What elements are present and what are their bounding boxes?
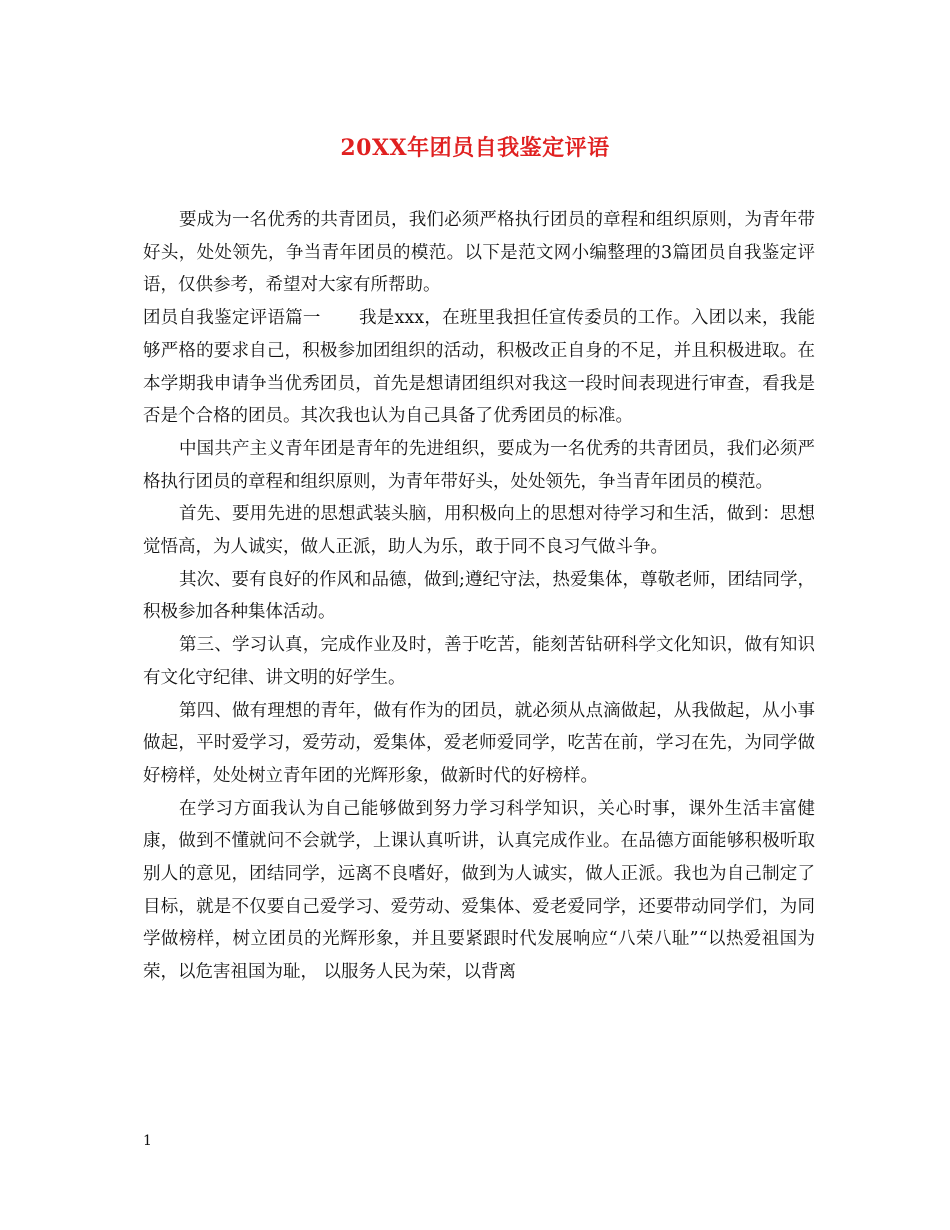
body-paragraph: 在学习方面我认为自己能够做到努力学习科学知识，关心时事，课外生活丰富健康，做到不懂就问不会就学，上课认真听讲，认真完成作业。在品德方面能够积极听取别人的意见，团结同学，远离不良嗜好，做到为人诚实，做人正派。我也为自己制定了目标，就是不仅要自己爱学习、爱劳动、爱集体、爱老爱同学，还要带动同学们，为同学做榜样，树立团员的光辉形象，并且要紧跟时代发展响应“八荣八耻”“以热爱祖国为荣，以危害祖国为耻， 以服务人民为荣，以背离 (143, 798, 815, 983)
body-paragraph: 第四、做有理想的青年，做有作为的团员，就必须从点滴做起，从我做起，从小事做起，平时爱学习，爱劳动，爱集体，爱老师爱同学，吃苦在前，学习在先，为同学做好榜样，处处树立青年团的光辉形象，做新时代的好榜样。 (143, 700, 815, 786)
page-number: 1 (143, 1133, 152, 1149)
body-paragraph: 其次、要有良好的作风和品德，做到;遵纪守法，热爱集体，尊敬老师，团结同学，积极参加各种集体活动。 (143, 569, 815, 623)
section-block (143, 302, 815, 433)
body-paragraph: 首先、要用先进的思想武装头脑，用积极向上的思想对待学习和生活，做到：思想觉悟高，为人诚实，做人正派，助人为乐，敢于同不良习气做斗争。 (143, 504, 815, 558)
section-heading: 团员自我鉴定评语篇一 (143, 308, 321, 329)
document-title: 20XX年团员自我鉴定评语 (340, 135, 610, 161)
section-first-paragraph: 我是xxx，在班里我担任宣传委员的工作。入团以来，我能够严格的要求自己，积极参加团组织的活动，积极改正自身的不足，并且积极进取。在本学期我申请争当优秀团员，首先是想请团组织对我这一段时间表现进行审查，看我是否是个合格的团员。其次我也认为自己具备了优秀团员的标准。 (143, 308, 816, 427)
intro-paragraph: 要成为一名优秀的共青团员，我们必须严格执行团员的章程和组织原则，为青年带好头，处处领先，争当青年团员的模范。以下是范文网小编整理的3篇团员自我鉴定评语，仅供参考，希望对大家有所帮助。 (143, 210, 815, 296)
body-paragraph: 第三、学习认真，完成作业及时，善于吃苦，能刻苦钻研科学文化知识，做有知识有文化守纪律、讲文明的好学生。 (143, 635, 815, 688)
body-paragraph: 中国共产主义青年团是青年的先进组织，要成为一名优秀的共青团员，我们必须严格执行团员的章程和组织原则，为青年带好头，处处领先，争当青年团员的模范。 (143, 438, 815, 492)
document-body (143, 204, 815, 989)
